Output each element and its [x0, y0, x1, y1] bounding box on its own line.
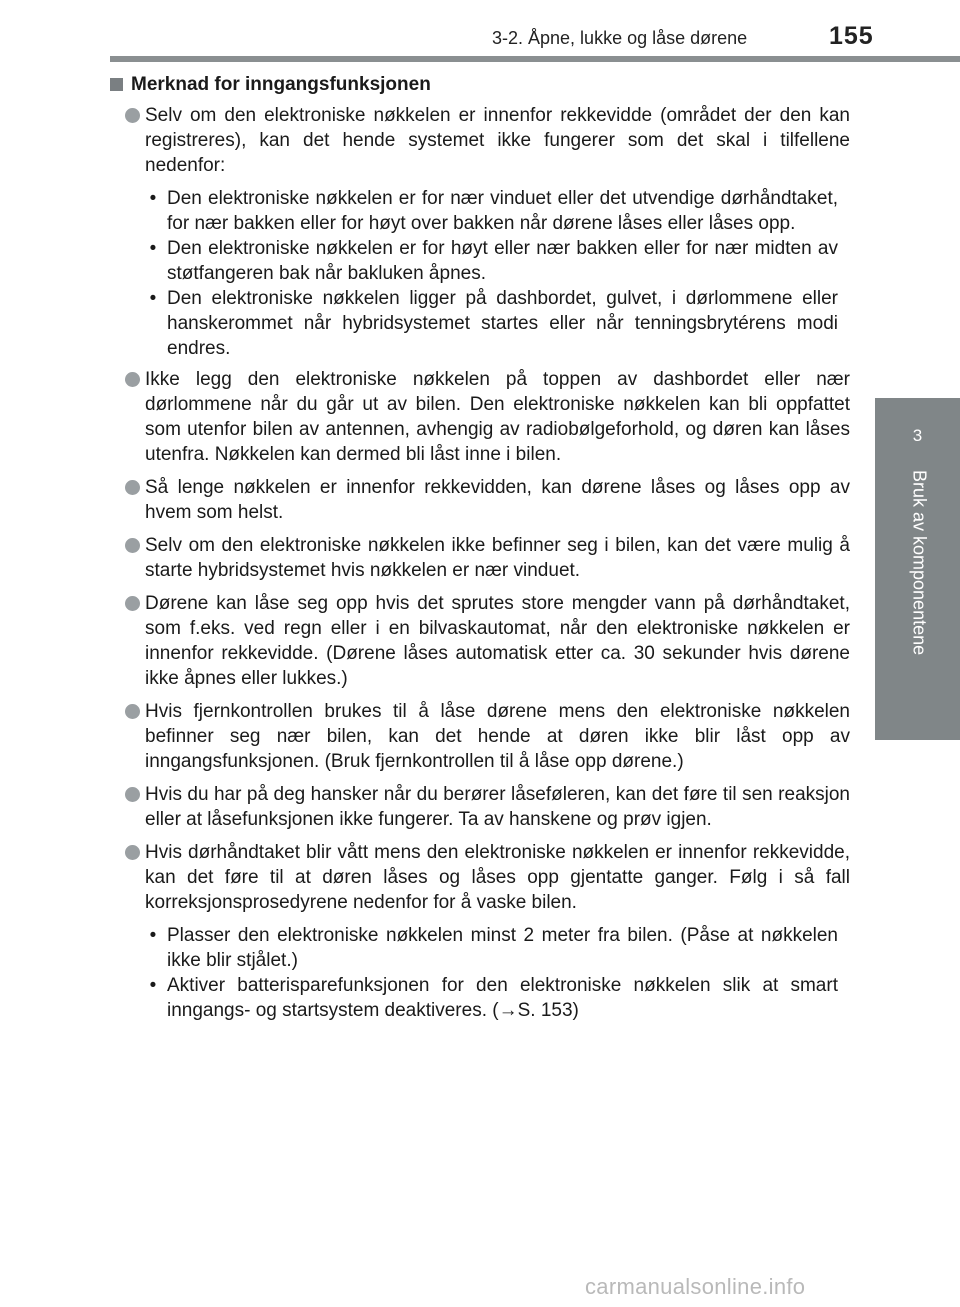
sub-list-item: [110, 186, 838, 236]
note-text: Hvis dørhåndtaket blir vått mens den elektroniske nøkkelen er innenfor rekkevidde, kan det føre til at døren låses og låses opp gjentatte ganger. Følg i så fall korreksjonsprosedyrene nedenfor for å vaske bilen.: [145, 842, 850, 913]
watermark: carmanualsonline.info: [585, 1274, 806, 1299]
sub-list-item-text: Plasser den elektroniske nøkkelen minst 2 meter fra bilen. (Påse at nøkkelen ikke blir stjålet.): [167, 925, 838, 971]
bullet-icon: •: [149, 288, 157, 309]
sub-list: [110, 186, 850, 361]
note-text: Så lenge nøkkelen er innenfor rekkevidden, kan dørene låses og låses opp av hvem som helst.: [145, 477, 850, 523]
bullet-icon: •: [149, 925, 157, 946]
circle-bullet-icon: [125, 596, 140, 611]
circle-bullet-icon: [125, 787, 140, 802]
circle-bullet-icon: [125, 480, 140, 495]
sub-list-item: [110, 973, 838, 1023]
note-item: [110, 103, 850, 178]
note-text: Dørene kan låse seg opp hvis det sprutes store mengder vann på dørhåndtaket, som f.eks. ved regn eller i en bilvaskautomat, når den elektroniske nøkkelen er innenfor rekkevidde. (Dørene låses automatisk etter ca. 30 sekunder hvis dørene ikke åpnes eller lukkes.): [145, 593, 850, 689]
main-content: [110, 72, 850, 1029]
note-item: [110, 475, 850, 525]
chapter-title-wrap: [899, 470, 939, 710]
note-item: [110, 699, 850, 774]
sub-list-item: [110, 236, 838, 286]
section-heading: [110, 72, 850, 97]
note-item: [110, 840, 850, 915]
section-heading-text: Merknad for inngangsfunksjonen: [131, 74, 431, 95]
circle-bullet-icon: [125, 372, 140, 387]
notes-list: [110, 103, 850, 1023]
circle-bullet-icon: [125, 704, 140, 719]
sub-list: [110, 923, 850, 1023]
note-item: [110, 533, 850, 583]
note-item: [110, 782, 850, 832]
sub-list-item-text: Den elektroniske nøkkelen er for høyt eller nær bakken eller for nær midten av støtfangeren bak når bakluken åpnes.: [167, 238, 838, 284]
sub-list-item: [110, 923, 838, 973]
note-text: Selv om den elektroniske nøkkelen er innenfor rekkevidde (området der den kan registreres), kan det hende systemet ikke fungerer som det skal i tilfellene nedenfor:: [145, 105, 850, 176]
sub-list-item-text: Aktiver batterisparefunksjonen for den elektroniske nøkkelen slik at smart inngangs- og startsystem deaktiveres. (→S. 153): [167, 975, 838, 1021]
note-item: [110, 367, 850, 467]
note-text: Hvis fjernkontrollen brukes til å låse dørene mens den elektroniske nøkkelen befinner seg nær bilen, kan det hende at døren ikke blir låst opp av inngangsfunksjonen. (Bruk fjernkontrollen til å låse opp dørene.): [145, 701, 850, 772]
bullet-icon: •: [149, 975, 157, 996]
sub-list-item-text: Den elektroniske nøkkelen er for nær vinduet eller det utvendige dørhåndtaket, for nær bakken eller for høyt over bakken når dørene låses eller låses opp.: [167, 188, 838, 234]
bullet-icon: •: [149, 188, 157, 209]
note-item: [110, 591, 850, 691]
page-number: 155: [829, 22, 874, 50]
note-text: Hvis du har på deg hansker når du berører låseføleren, kan det føre til sen reaksjon eller at låsefunksjonen ikke fungerer. Ta av hanskene og prøv igjen.: [145, 784, 850, 830]
note-text: Selv om den elektroniske nøkkelen ikke befinner seg i bilen, kan det være mulig å starte hybridsystemet hvis nøkkelen er nær vinduet.: [145, 535, 850, 581]
square-bullet-icon: [110, 78, 123, 91]
bullet-icon: •: [149, 238, 157, 259]
circle-bullet-icon: [125, 845, 140, 860]
sub-list-item: [110, 286, 838, 361]
chapter-title: Bruk av komponentene: [909, 470, 930, 656]
header-rule: [110, 56, 960, 62]
chapter-side-tab: [875, 398, 960, 740]
note-text: Ikke legg den elektroniske nøkkelen på toppen av dashbordet eller nær dørlommene når du går ut av bilen. Den elektroniske nøkkelen kan bli oppfattet som utenfor bilen av antennen, avhengig av radiobølgeforhold, og døren kan låses utenfra. Nøkkelen kan dermed bli låst inne i bilen.: [145, 369, 850, 465]
circle-bullet-icon: [125, 538, 140, 553]
circle-bullet-icon: [125, 108, 140, 123]
header-section-title: 3-2. Åpne, lukke og låse dørene: [492, 28, 748, 48]
sub-list-item-text: Den elektroniske nøkkelen ligger på dashbordet, gulvet, i dørlommene eller hanskerommet når hybridsystemet startes eller når tenningsbrytérens modi endres.: [167, 288, 838, 359]
chapter-number: 3: [912, 426, 923, 445]
